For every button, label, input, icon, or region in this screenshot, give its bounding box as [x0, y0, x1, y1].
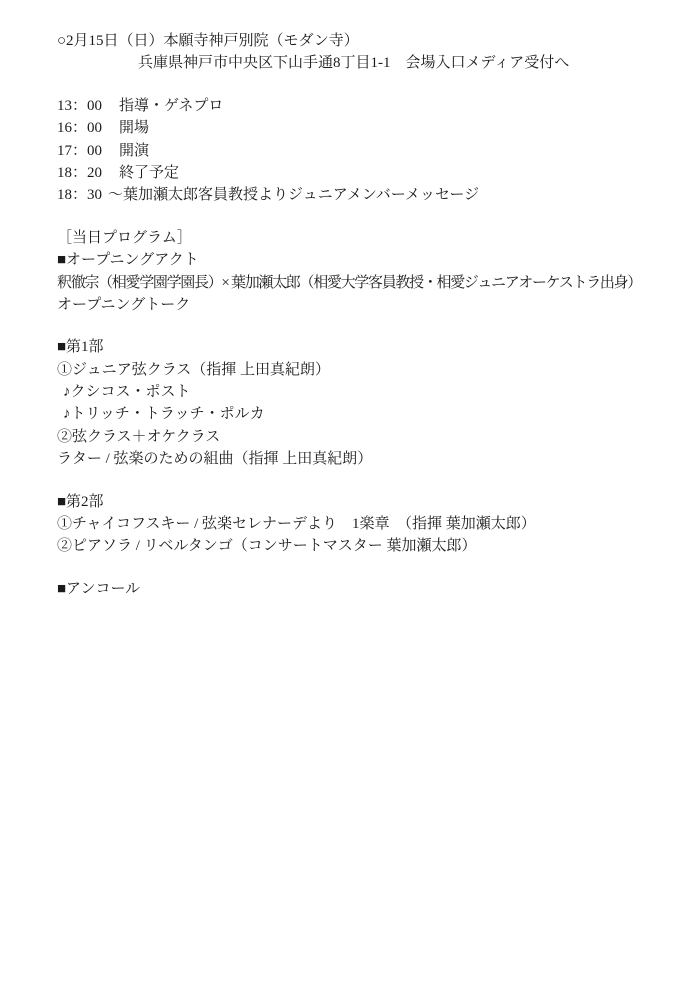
part1-heading: ■第1部: [57, 339, 104, 356]
schedule-time: 17：00: [57, 142, 103, 159]
schedule-activity: 開場: [119, 120, 150, 137]
event-address-line: 兵庫県神戸市中央区下山手通8丁目1-1 会場入口メディア受付へ: [138, 55, 570, 72]
part1-item: ラター / 弦楽のための組曲（指揮 上田真紀朗）: [57, 451, 373, 468]
part1-item: ②弦クラス＋オケクラス: [57, 428, 221, 445]
schedule-activity: 終了予定: [119, 164, 180, 181]
blank-line: [57, 558, 660, 578]
part1-song-item: ♪トリッチ・トラッチ・ポルカ: [63, 406, 265, 423]
schedule-row: [57, 162, 660, 184]
opening-act-performers-line: 釈徹宗（相愛学園学園長）× 葉加瀬太郎（相愛大学客員教授・相愛ジュニアオーケストラ出身）: [57, 274, 641, 291]
part1-item: ①ジュニア弦クラス（指揮 上田真紀朗）: [57, 361, 331, 378]
schedule-activity: ～葉加瀬太郎客員教授よりジュニアメンバーメッセージ: [108, 187, 480, 204]
blank-line: [57, 207, 660, 227]
schedule-time: 18：20: [57, 164, 103, 181]
blank-line: [57, 471, 660, 491]
schedule-row: [57, 95, 660, 117]
schedule-activity: 指導・ゲネプロ: [119, 97, 224, 114]
schedule-row: [57, 184, 660, 206]
program-section-header: ［当日プログラム］: [57, 229, 192, 246]
part1-song-item: ♪クシコス・ポスト: [63, 384, 191, 401]
opening-talk-line: オープニングトーク: [57, 296, 191, 313]
opening-act-heading: ■オープニングアクト: [57, 252, 199, 269]
part2-heading: ■第2部: [57, 493, 104, 510]
blank-line: [57, 75, 660, 95]
schedule-row: [57, 140, 660, 162]
event-date-venue-line: ○2月15日（日）本願寺神戸別院（モダン寺）: [57, 33, 359, 49]
part2-item: ②ピアソラ / リベルタンゴ（コンサートマスター 葉加瀬太郎）: [57, 538, 477, 555]
part2-item: ①チャイコフスキー / 弦楽セレナーデより 1楽章 （指揮 葉加瀬太郎）: [57, 516, 536, 533]
blank-line: [57, 316, 660, 336]
schedule-time: 13：00: [57, 97, 103, 114]
schedule-time: 16：00: [57, 120, 103, 137]
schedule-row: [57, 117, 660, 139]
schedule-time: 18：30: [57, 187, 103, 204]
encore-heading: ■アンコール: [57, 580, 141, 597]
schedule-activity: 開演: [119, 142, 150, 159]
